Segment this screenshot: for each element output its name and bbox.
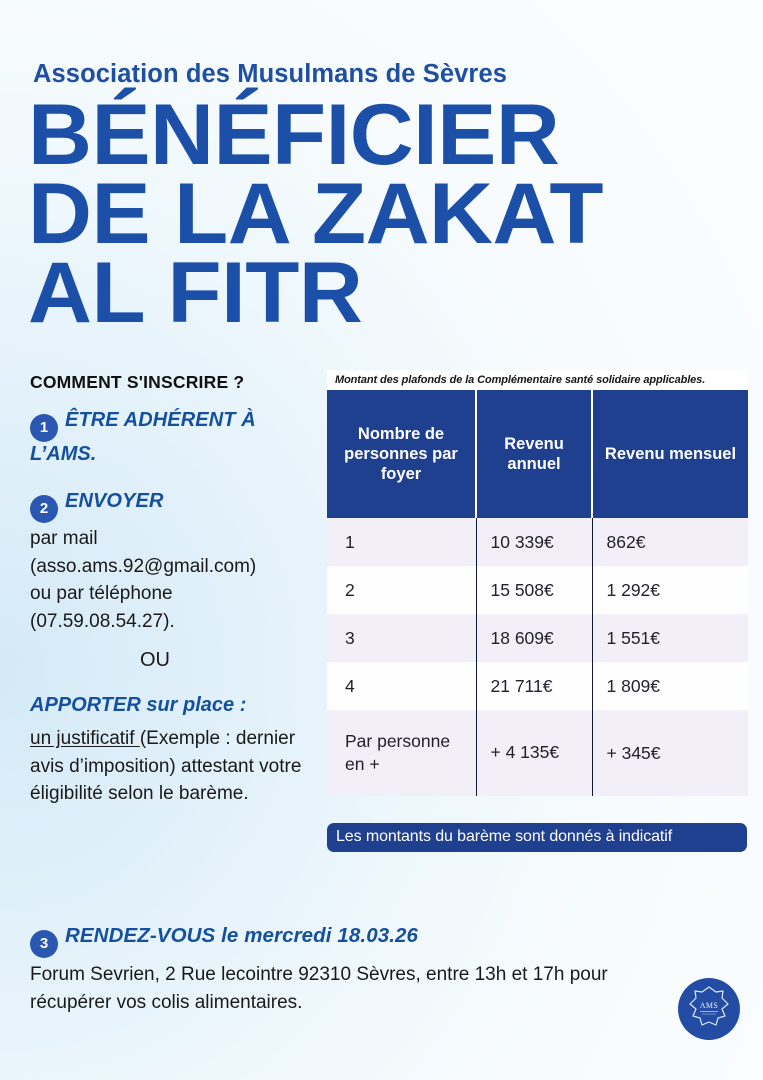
column-header-annual-income: Revenu annuel [476, 390, 592, 518]
step-1-title: ÊTRE ADHÉRENT À [65, 409, 256, 431]
step-2-body [30, 525, 322, 635]
cell-monthly: + 345€ [592, 710, 748, 796]
step-3-title: RENDEZ-VOUS le mercredi 18.03.26 [65, 924, 418, 947]
cell-monthly: 1 551€ [592, 614, 748, 662]
table-row [327, 614, 748, 662]
ams-logo-icon [678, 978, 740, 1040]
cell-monthly: 1 809€ [592, 662, 748, 710]
step-1-badge: 1 [30, 414, 58, 442]
cell-annual: + 4 135€ [476, 710, 592, 796]
step-2-phone: (07.59.08.54.27). [30, 610, 175, 632]
step-3 [30, 925, 680, 1016]
step-2-head [30, 490, 322, 523]
table-row [327, 518, 748, 566]
organization-name: Association des Musulmans de Sèvres [33, 60, 508, 88]
how-to-register-heading: COMMENT S'INSCRIRE ? [30, 372, 245, 392]
bring-in-person-body [30, 725, 322, 808]
cell-people: Par personne en + [327, 710, 476, 796]
cell-people: 4 [327, 662, 476, 710]
step-2-title: ENVOYER [65, 490, 164, 512]
scale-indicative-note: Les montants du barème sont donnés à indicatif [327, 823, 747, 852]
title-line-1: BÉNÉFICIER [28, 87, 560, 183]
column-header-people: Nombre de personnes par foyer [327, 390, 476, 518]
step-1-title-continued: L’AMS. [30, 443, 97, 465]
bring-in-person-title-rest: sur place : [140, 694, 247, 717]
step-3-head [30, 925, 680, 958]
step-2-body-line-1: par mail [30, 528, 98, 549]
step-2-email: (asso.ams.92@gmail.com) [30, 555, 257, 577]
column-header-monthly-income: Revenu mensuel [592, 390, 748, 518]
title-line-2: DE LA ZAKAT [28, 166, 603, 263]
page-title [28, 87, 749, 342]
step-3-body: Forum Sevrien, 2 Rue lecointre 92310 Sèvres, entre 13h et 17h pour récupérer vos colis alimentaires. [30, 964, 608, 1013]
ams-logo [678, 978, 740, 1040]
table-row [327, 710, 748, 796]
cell-annual: 15 508€ [476, 566, 592, 614]
table-row [327, 662, 748, 710]
cell-people: 3 [327, 614, 476, 662]
instructions-column [30, 372, 322, 808]
or-separator: OU [140, 649, 170, 672]
table-caption: Montant des plafonds de la Complémentaire santé solidaire applicables. [327, 370, 748, 390]
bring-in-person-title-strong: APPORTER [30, 694, 141, 717]
cell-monthly: 862€ [592, 518, 748, 566]
title-line-3: AL FITR [28, 245, 363, 342]
justificatif-underlined: un justificatif [30, 728, 140, 750]
bring-in-person-detail: (Exemple : dernier avis d’imposition) attestant votre éligibilité selon le barème. [30, 728, 302, 805]
step-1 [30, 409, 322, 466]
cell-annual: 18 609€ [476, 614, 592, 662]
svg-text:AMS: AMS [699, 1001, 719, 1010]
table-body [327, 518, 748, 796]
bring-in-person-title [30, 694, 322, 717]
cell-annual: 10 339€ [476, 518, 592, 566]
step-2-body-line-3: ou par téléphone [30, 583, 173, 605]
income-scale-table-wrapper [327, 370, 748, 796]
step-2-badge: 2 [30, 495, 58, 523]
cell-people: 1 [327, 518, 476, 566]
cell-people: 2 [327, 566, 476, 614]
table-header-row [327, 390, 748, 518]
table-row [327, 566, 748, 614]
step-1-head [30, 409, 322, 442]
cell-monthly: 1 292€ [592, 566, 748, 614]
income-scale-table [327, 390, 748, 796]
cell-annual: 21 711€ [476, 662, 592, 710]
step-2 [30, 490, 322, 635]
step-3-badge: 3 [30, 930, 58, 958]
